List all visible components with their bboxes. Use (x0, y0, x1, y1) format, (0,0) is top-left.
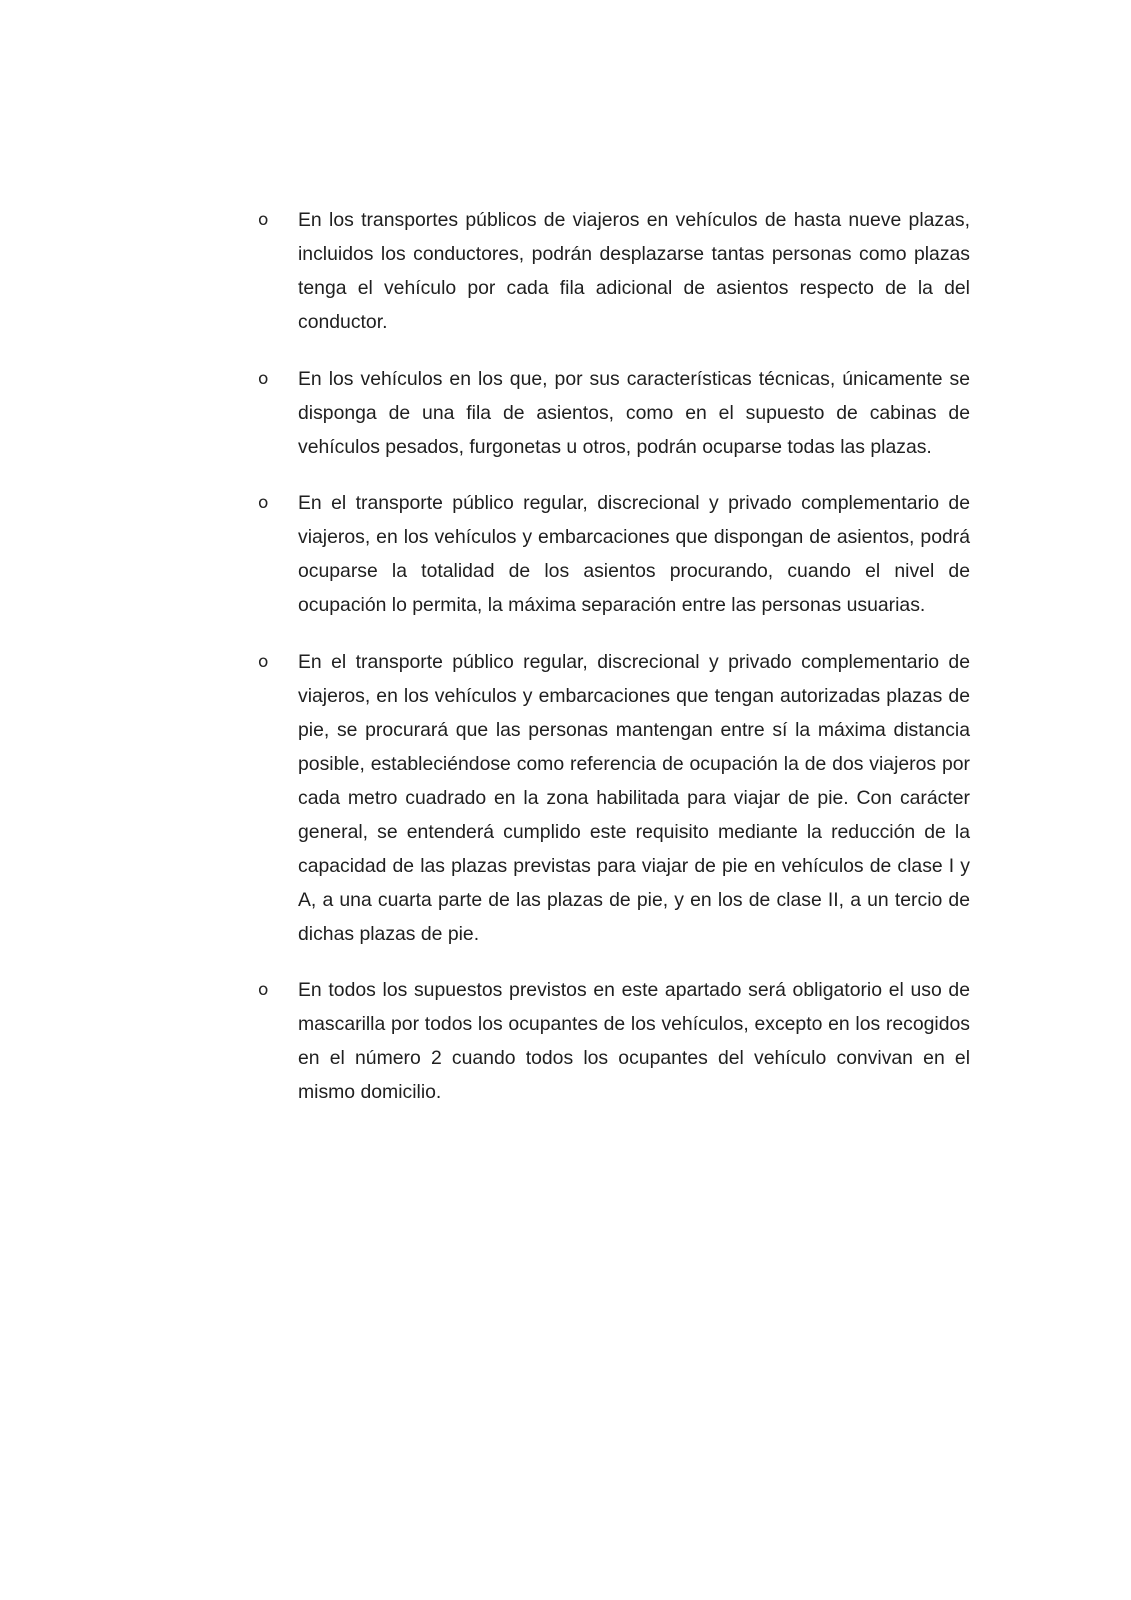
paragraph-text: En el transporte público regular, discrecional y privado complementario de viajeros, en los vehículos y embarcaciones que tengan autorizadas plazas de pie, se procurará que las personas mantengan entre sí la máxima distancia posible, estableciéndose como referencia de ocupación la de dos viajeros por cada metro cuadrado en la zona habilitada para viajar de pie. Con carácter general, se entenderá cumplido este requisito mediante la reducción de la capacidad de las plazas previstas para viajar de pie en vehículos de clase I y A, a una cuarta parte de las plazas de pie, y en los de clase II, a un tercio de dichas plazas de pie. (298, 650, 970, 945)
paragraph-text: En el transporte público regular, discrecional y privado complementario de viajeros, en los vehículos y embarcaciones que dispongan de asientos, podrá ocuparse la totalidad de los asientos procurando, cuando el nivel de ocupación lo permita, la máxima separación entre las personas usuarias. (298, 492, 970, 616)
paragraph-text: En los vehículos en los que, por sus características técnicas, únicamente se disponga de una fila de asientos, como en el supuesto de cabinas de vehículos pesados, furgonetas u otros, podrán ocuparse todas las plazas. (298, 367, 970, 458)
list-item (258, 203, 970, 339)
bullet-circle-icon: o (258, 368, 269, 389)
list-item (258, 973, 970, 1109)
bullet-circle-icon: o (258, 651, 269, 672)
list-item (258, 486, 970, 622)
list-item (258, 645, 970, 951)
paragraph-text: En todos los supuestos previstos en este apartado será obligatorio el uso de mascarilla por todos los ocupantes de los vehículos, excepto en los recogidos en el número 2 cuando todos los ocupantes del vehículo convivan en el mismo domicilio. (298, 979, 970, 1103)
bullet-circle-icon: o (258, 980, 269, 1000)
paragraph-text: En los transportes públicos de viajeros en vehículos de hasta nueve plazas, incluidos los conductores, podrán desplazarse tantas personas como plazas tenga el vehículo por cada fila adicional de asientos respecto de la del conductor. (298, 209, 970, 333)
list-item (258, 362, 970, 464)
bullet-circle-icon: o (258, 493, 269, 513)
bullet-list (258, 203, 970, 1132)
bullet-circle-icon: o (258, 210, 269, 230)
